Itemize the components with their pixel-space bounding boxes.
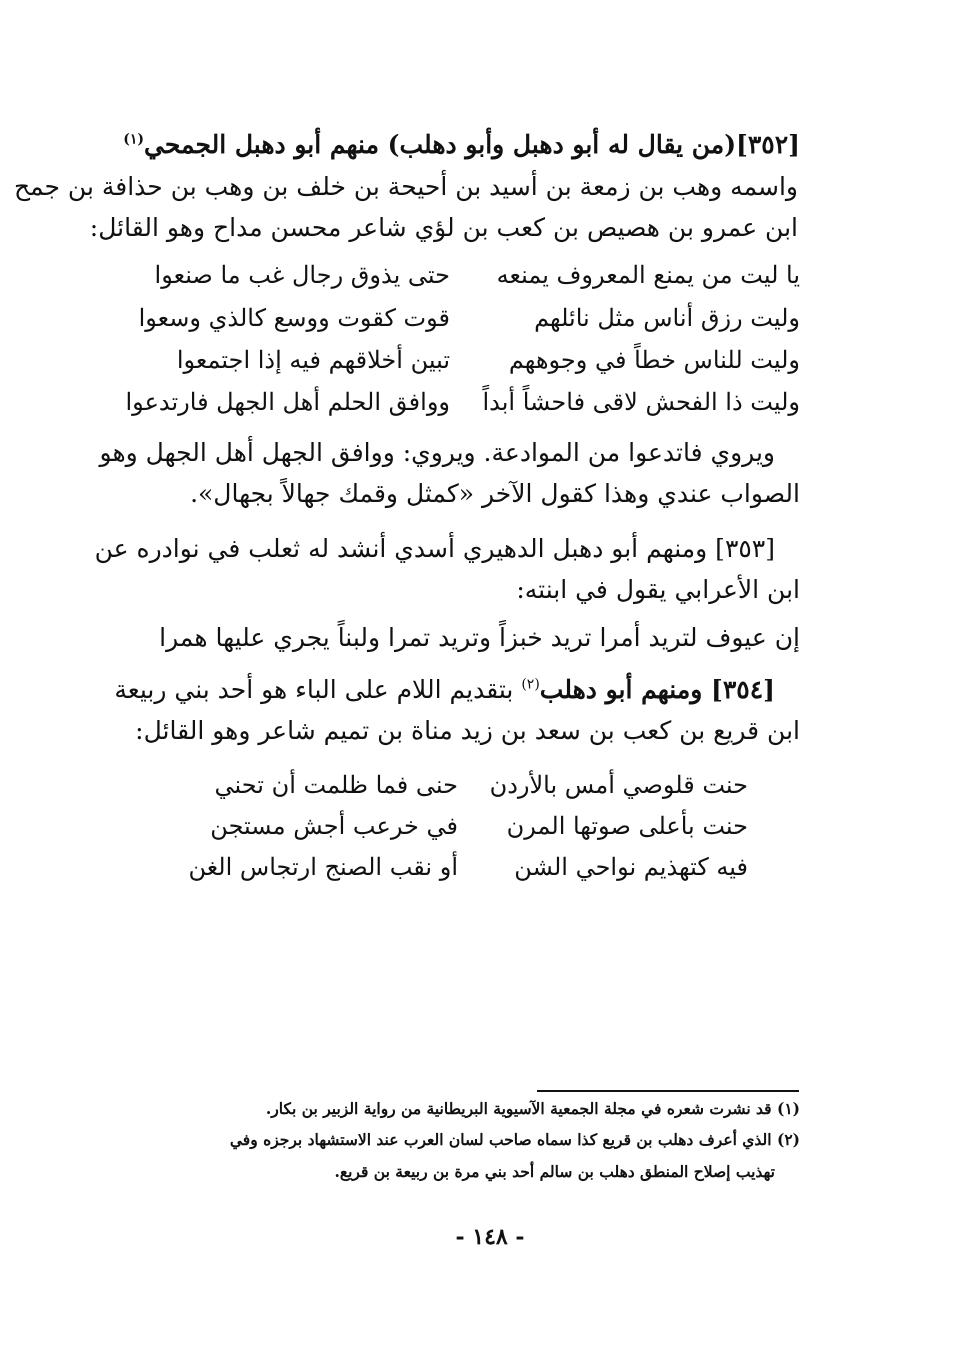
footnote-2-continued: تهذيب إصلاح المنطق دهلب بن سالم أحد بني مرة بن ربيعة بن قريع.: [334, 1162, 775, 1181]
entry-353-verse: إن عيوف لتريد أمرا تريد خبزاً وتريد تمرا ولبناً يجري عليها همرا: [159, 623, 800, 652]
verse-hemistich-right: حنت بأعلى صوتها المرن: [506, 812, 748, 840]
verse-line: [110, 301, 800, 335]
verse-hemistich-left: حتى يذوق رجال غب ما صنعوا: [154, 261, 450, 289]
verse-hemistich-right: فيه كتهذيم نواحي الشن: [514, 853, 748, 881]
verse-line: [110, 385, 800, 419]
entry-352-line-2: واسمه وهب بن زمعة بن أسيد بن أحيحة بن خلف بن وهب بن حذافة بن جمح: [13, 172, 798, 201]
verse-hemistich-left: حنى فما ظلمت أن تحني: [214, 771, 458, 799]
footnote-separator: [537, 1090, 799, 1092]
verse-hemistich-right: حنت قلوصي أمس بالأردن: [489, 771, 748, 799]
verse-line: [168, 809, 748, 843]
verse-hemistich-left: ووافق الحلم أهل الجهل فارتدعوا: [125, 388, 450, 416]
entry-352-note-1: ويروي فاتدعوا من الموادعة. ويروي: ووافق الجهل أهل الجهل وهو: [99, 438, 775, 467]
verse-hemistich-right: وليت رزق أناس مثل نائلهم: [534, 304, 800, 332]
entry-353-line-2: ابن الأعرابي يقول في ابنته:: [516, 575, 800, 604]
verse-hemistich-right: وليت للناس خطاً في وجوههم: [508, 346, 800, 374]
verse-line: [110, 258, 800, 292]
entry-352-heading: [٣٥٢](من يقال له أبو دهبل وأبو دهلب) منهم أبو دهبل الجمحي$^{(١)}$: [123, 130, 800, 159]
verse-line: [168, 850, 748, 884]
verse-hemistich-right: وليت ذا الفحش لاقى فاحشاً أبداً: [482, 388, 800, 416]
entry-354-line-1: [٣٥٤] ومنهم أبو دهلب$^{(٢)}$ بتقديم اللام على الباء هو أحد بني ربيعة: [114, 675, 775, 704]
entry-352-note-2: الصواب عندي وهذا كقول الآخر «كمثل وقمك جهالاً بجهال».: [190, 479, 800, 508]
footnote-2: (٢) الذي أعرف دهلب بن قريع كذا سماه صاحب لسان العرب عند الاستشهاد برجزه وفي: [229, 1130, 800, 1149]
entry-353-line-1: [٣٥٣] ومنهم أبو دهبل الدهيري أسدي أنشد له ثعلب في نوادره عن: [94, 534, 775, 563]
footnote-ref-2: (٢): [521, 676, 540, 693]
entry-352-line-3: ابن عمرو بن هصيص بن كعب بن لؤي شاعر محسن مداح وهو القائل:: [89, 213, 798, 242]
verse-hemistich-right: يا ليت من يمنع المعروف يمنعه: [496, 261, 800, 289]
verse-hemistich-left: تبين أخلاقهم فيه إذا اجتمعوا: [176, 346, 450, 374]
footnote-ref-1: (١): [123, 131, 145, 148]
verse-hemistich-left: أو نقب الصنج ارتجاس الغن: [188, 853, 458, 881]
verse-hemistich-left: في خرعب أجش مستجن: [210, 812, 458, 840]
page-number: - ١٤٨ -: [455, 1224, 525, 1250]
verse-line: [168, 768, 748, 802]
entry-354-line-2: ابن قريع بن كعب بن سعد بن زيد مناة بن تميم شاعر وهو القائل:: [135, 716, 800, 745]
verse-hemistich-left: قوت كقوت ووسع كالذي وسعوا: [138, 304, 450, 332]
footnote-1: (١) قد نشرت شعره في مجلة الجمعية الآسيوية البريطانية من رواية الزبير بن بكار.: [265, 1099, 800, 1118]
verse-line: [110, 343, 800, 377]
